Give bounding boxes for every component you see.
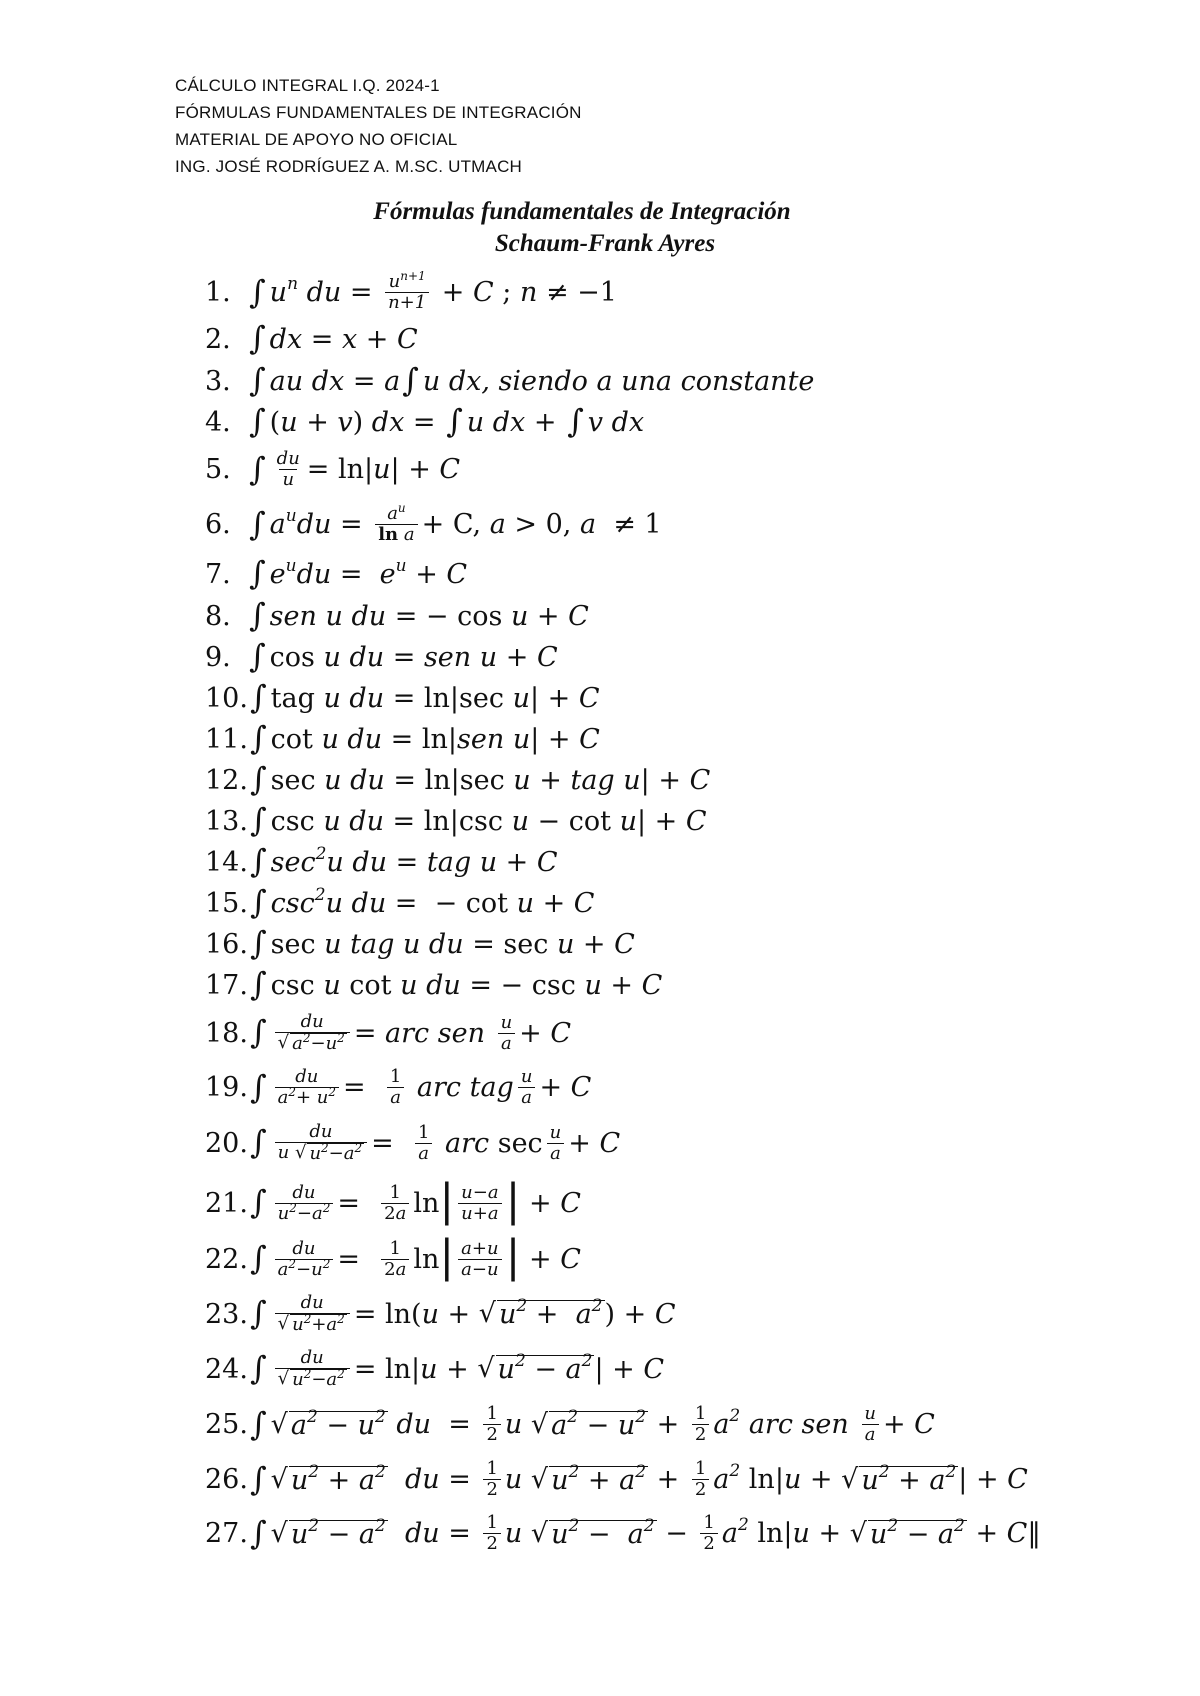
formula-number: 14.	[205, 846, 248, 878]
formula-number: 15.	[205, 887, 248, 919]
formula-number: 12.	[205, 764, 248, 796]
formula-27: 27. ∫ √ $u^2 - a^2$ du = $\frac{1}{2}$ u √ $u^2 - a^2$ − $\frac{1}{2}$ $a^2$ ln| u + √ $u^2 - a^2$ + C ‖	[205, 1512, 1041, 1554]
formula-26: 26. ∫ √ $u^2 + a^2$ du = $\frac{1}{2}$ u √ $u^2 + a^2$ + $\frac{1}{2}$ $a^2$ ln| u + √ $u^2 + a^2$ | + C	[205, 1458, 1028, 1500]
header-topic: FÓRMULAS FUNDAMENTALES DE INTEGRACIÓN	[175, 103, 582, 122]
formula-number: 11.	[205, 723, 248, 755]
formula-4: 4. ∫ ( u + v ) dx = ∫ u dx + ∫ v dx	[205, 402, 645, 440]
formula-19: 19. ∫ $\frac{du}{a^2+ u^2}$ = $\frac{1}{a}$ arc tag $\frac{u}{a}$ + C	[205, 1066, 592, 1108]
formula-22: 22. ∫ $\frac{du}{a^2-u^2}$ = $\frac{1}{2a}$ ln | $\frac{a+u}{a-u}$ | + C	[205, 1231, 581, 1282]
formula-number: 18.	[205, 1017, 248, 1049]
formula-1: 1. ∫ $u^n$ du = $\frac{u^{n+1}}{n+1}$ + C ; n ≠ −1	[205, 269, 617, 313]
title-main: Fórmulas fundamentales de Integración	[373, 198, 791, 225]
formula-14: 14. ∫ $\sec^2u$ du = tag u + C	[205, 842, 558, 880]
formula-2: 2. ∫ dx = x + C	[205, 319, 418, 357]
formula-number: 26.	[205, 1464, 248, 1495]
formula-number: 8.	[205, 600, 231, 632]
header-course: CÁLCULO INTEGRAL I.Q. 2024-1	[175, 76, 440, 95]
formula-5: 5. ∫ $\frac{du}{u}$ = ln| u | + C	[205, 448, 461, 490]
formula-number: 1.	[205, 277, 231, 308]
formula-number: 27.	[205, 1518, 248, 1549]
formula-17: 17. ∫ csc u cot u du = − csc u + C	[205, 965, 663, 1003]
formula-number: 20.	[205, 1127, 248, 1159]
formula-25: 25. ∫ √ $a^2 - u^2$ du = $\frac{1}{2}$ u √ $a^2 - u^2$ + $\frac{1}{2}$ $a^2$ arc sen $\frac{u}{a}$ + C	[205, 1403, 935, 1445]
formula-10: 10. ∫ tag u du = ln|sec u | + C	[205, 678, 600, 716]
formula-number: 24.	[205, 1353, 248, 1385]
formula-number: 9.	[205, 641, 231, 673]
formula-number: 3.	[205, 365, 231, 397]
formula-number: 21.	[205, 1187, 248, 1219]
formula-number: 22.	[205, 1243, 248, 1275]
formula-number: 5.	[205, 454, 231, 485]
formula-20: 20. ∫ du u √ $u^2-a^2$ = $\frac{1}{a}$ arc sec $\frac{u}{a}$ + C	[205, 1121, 621, 1164]
formula-16: 16. ∫ sec u tag u du = sec u + C	[205, 924, 635, 962]
formula-number: 13.	[205, 805, 248, 837]
page-title	[0, 196, 1200, 260]
formula-number: 2.	[205, 323, 231, 355]
formula-11: 11. ∫ cot u du = ln| sen u | + C	[205, 719, 600, 757]
header-author: ING. JOSÉ RODRÍGUEZ A. M.SC. UTMACH	[175, 157, 523, 176]
formula-12: 12. ∫ sec u du = ln|sec u + tag u | + C	[205, 760, 711, 798]
formula-number: 17.	[205, 969, 248, 1001]
formula-8: 8. ∫ sen u du = − cos u + C	[205, 596, 589, 634]
formula-7: 7. ∫ $e^udu$ = $e^u$ + C	[205, 554, 468, 592]
formula-21: 21. ∫ $\frac{du}{u^2-a^2}$ = $\frac{1}{2a}$ ln | $\frac{u-a}{u+a}$ | + C	[205, 1175, 581, 1226]
formula-24: 24. ∫ du √ $u^2-a^2$ = ln| u + √ $u^2 - a^2$ | + C	[205, 1347, 665, 1390]
formula-number: 6.	[205, 509, 231, 540]
formula-number: 10.	[205, 682, 248, 714]
formula-number: 7.	[205, 558, 231, 590]
formula-6: 6. ∫ $a^udu$ = $\frac{a^u}{\text{ln a}}$ + C, a > 0, a ≠ 1	[205, 501, 662, 545]
formula-13: 13. ∫ csc u du = ln|csc u − cot u | + C	[205, 801, 707, 839]
formula-number: 23.	[205, 1298, 248, 1330]
formula-number: 4.	[205, 406, 231, 438]
page-header	[175, 72, 582, 180]
formula-18: 18. ∫ du √ $a^2-u^2$ = arc sen $\frac{u}{a}$ + C	[205, 1011, 572, 1054]
formula-number: 16.	[205, 928, 248, 960]
formula-9: 9. ∫ cos u du = sen u + C	[205, 637, 558, 675]
title-source: Schaum-Frank Ayres	[494, 230, 716, 257]
formula-15: 15. ∫ $\csc^2u$ du = − cot u + C	[205, 883, 595, 921]
formula-23: 23. ∫ du √ $u^2+a^2$ = ln( u + √ $u^2 + a^2$ ) + C	[205, 1292, 676, 1335]
header-disclaimer: MATERIAL DE APOYO NO OFICIAL	[175, 130, 458, 149]
formula-3: 3. ∫ au dx = a ∫ u dx, siendo a una constante	[205, 361, 815, 399]
formula-number: 25.	[205, 1409, 248, 1440]
formula-number: 19.	[205, 1072, 248, 1103]
